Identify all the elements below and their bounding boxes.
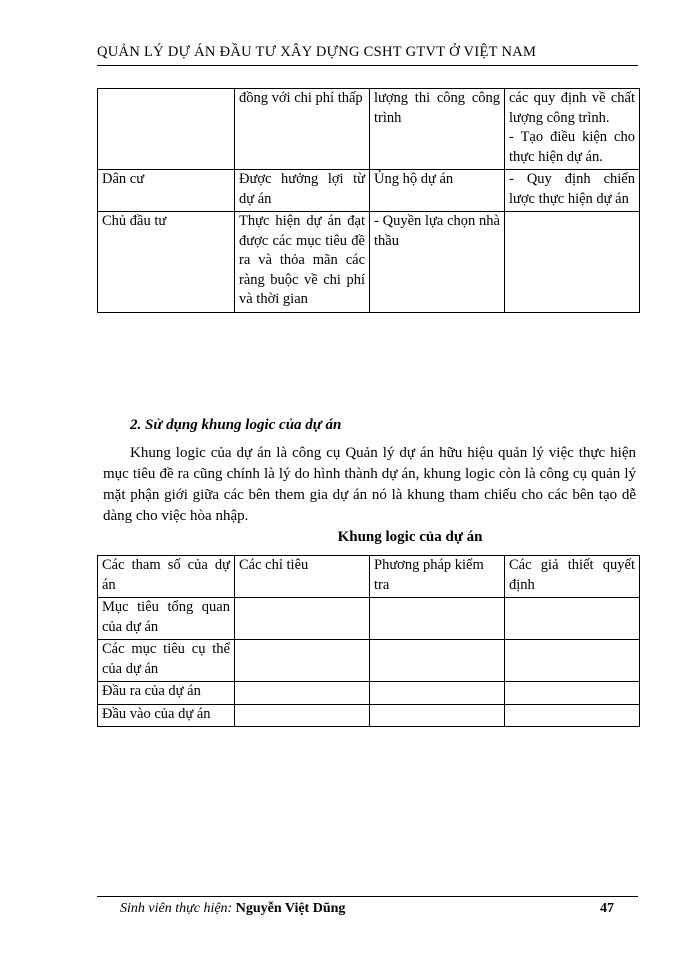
table-cell: Thực hiện dự án đạt được các mục tiêu đề ra và thỏa mãn các ràng buộc về chi phí và thời gian bbox=[235, 212, 370, 313]
author-name: Nguyễn Việt Dũng bbox=[235, 901, 346, 916]
column-header: Các chỉ tiêu bbox=[235, 556, 370, 598]
table-caption: Khung logic của dự án bbox=[337, 529, 483, 545]
table-cell: lượng thi công công trình bbox=[370, 89, 505, 170]
footer bbox=[120, 901, 620, 917]
table-cell: Dân cư bbox=[98, 170, 235, 212]
table-cell: - Quy định chiến lược thực hiện dự án bbox=[505, 170, 640, 212]
page-header: QUẢN LÝ DỰ ÁN ĐẦU TƯ XÂY DỰNG CSHT GTVT Ở VIỆT NAM bbox=[97, 44, 638, 66]
row-label: Các mục tiêu cụ thể của dự án bbox=[98, 640, 235, 682]
row-label: Đầu ra của dự án bbox=[98, 682, 235, 705]
table-cell: Ủng hộ dự án bbox=[370, 170, 505, 212]
logic-framework-table bbox=[97, 555, 640, 727]
table-cell bbox=[505, 682, 640, 705]
table-cell bbox=[370, 682, 505, 705]
table-cell bbox=[505, 704, 640, 727]
table-cell bbox=[505, 640, 640, 682]
column-header: Phương pháp kiểm tra bbox=[370, 556, 505, 598]
table-cell: - Quyền lựa chọn nhà thầu bbox=[370, 212, 505, 313]
column-header: Các tham số của dự án bbox=[98, 556, 235, 598]
table-cell: Được hưởng lợi từ dự án bbox=[235, 170, 370, 212]
table-cell bbox=[505, 212, 640, 313]
table-cell bbox=[235, 682, 370, 705]
table-cell bbox=[235, 704, 370, 727]
table-row bbox=[98, 89, 640, 170]
table-cell bbox=[370, 598, 505, 640]
row-label: Đầu vào của dự án bbox=[98, 704, 235, 727]
table-cell bbox=[370, 640, 505, 682]
column-header: Các giả thiết quyết định bbox=[505, 556, 640, 598]
table-row bbox=[98, 704, 640, 727]
table-row bbox=[98, 170, 640, 212]
table-cell bbox=[505, 598, 640, 640]
table-row bbox=[98, 212, 640, 313]
table-row bbox=[98, 682, 640, 705]
table-cell: đồng với chi phí thấp bbox=[235, 89, 370, 170]
table-row bbox=[98, 640, 640, 682]
table-cell bbox=[235, 598, 370, 640]
stakeholder-table bbox=[97, 88, 640, 313]
row-label: Mục tiêu tổng quan của dự án bbox=[98, 598, 235, 640]
footer-label: Sinh viên thực hiện: bbox=[120, 901, 233, 916]
table-cell: Chủ đầu tư bbox=[98, 212, 235, 313]
table-cell: các quy định về chất lượng công trình. - Tạo điều kiện cho thực hiện dự án. bbox=[505, 89, 640, 170]
body-paragraph: Khung logic của dự án là công cụ Quản lý dự án hữu hiệu quản lý việc thực hiện mục tiêu đề ra cũng chính là lý do hình thành dự án, khung logic còn là công cụ quản lý mặt phận giới giữa các bên them gia dự án nó là khung tham chiếu cho các bên tạo dễ dàng cho việc hòa nhập. bbox=[103, 445, 636, 524]
table-cell bbox=[370, 704, 505, 727]
table-header-row bbox=[98, 556, 640, 598]
table-cell bbox=[98, 89, 235, 170]
footer-divider bbox=[97, 896, 638, 897]
page-number: 47 bbox=[600, 901, 614, 916]
section-title: 2. Sử dụng khung logic của dự án bbox=[130, 417, 342, 433]
table-row bbox=[98, 598, 640, 640]
table-cell bbox=[235, 640, 370, 682]
